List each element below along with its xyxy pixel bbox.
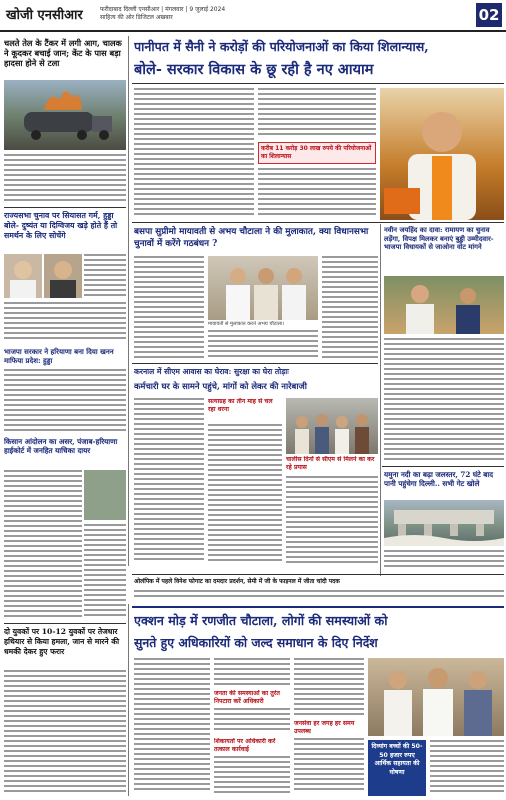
mayawati-meeting-photo	[208, 256, 318, 320]
kisan-headline: किसान आंदोलन का असर, पंजाब-हरियाणा हाईकोर्ट में जनहित याचिका दायर	[4, 437, 118, 455]
yamuna-headline: यमुना नदी का बढ़ा जलस्तर, 72 घंटे बाद पानी पहुंचेगा दिल्ली.. सभी गेट खोले	[384, 470, 494, 488]
kisan-body-cont	[84, 524, 126, 620]
top-story-headline-2: बोले- सरकार विकास के छू रही है नए आयाम	[134, 61, 374, 78]
tanker-fire-body	[4, 154, 126, 204]
yamuna-body	[384, 550, 504, 570]
masthead-tagline: साहित्य की ओर डिजिटल अखबार	[100, 14, 173, 21]
kisan-body	[4, 470, 82, 620]
tanker-fire-headline: चलते तेल के टैंकर में लगी आग, चालक ने कूदकर बचाई जान; केंट के पास बड़ा हादसा होने से टला	[4, 38, 122, 68]
hooda-mining-body	[4, 369, 126, 435]
rajyasabha-body	[84, 254, 126, 300]
meeting-illustration	[208, 256, 318, 320]
ranjit-body-col1	[134, 658, 210, 796]
ranjit-subhead-3: जनसेवा हर जगह हर समय उपलब्ध	[294, 720, 355, 735]
ranjit-headline-2: सुनते हुए अधिकारियों को जल्द समाधान के दिए निर्देश	[134, 635, 378, 650]
cm-portrait-illustration	[380, 88, 504, 220]
ranjit-subhead-1: जनता की समस्याओं का तुरंत निपटारा करें अधिकारी	[214, 690, 280, 705]
tanker-illustration	[4, 80, 126, 150]
mayawati-body-col1	[134, 256, 204, 360]
karnal-subhead-1: सत्याग्रह का तीन माह से चल रहा धरना	[208, 398, 273, 413]
section-divider	[132, 363, 378, 364]
top-story-headline-1: पानीपत में सैनी ने करोड़ों की परियोजनाओं का किया शिलान्यास,	[134, 39, 429, 54]
top-story-body-col1	[134, 88, 254, 218]
tanker-fire-photo	[4, 80, 126, 150]
olympic-headline: ओलंपिक में पहले विनेश फोगाट का दमदार प्रदर्शन, सेमी में जी के फाइनल में जीता चांदी पदक	[134, 578, 340, 585]
ranjit-body-col2b	[214, 708, 290, 736]
ranjit-body-col4	[430, 740, 504, 796]
section-divider	[4, 207, 126, 208]
hooda-photo	[4, 254, 42, 298]
section-divider	[382, 466, 504, 467]
top-story-pull-quote: करीब 11 करोड़ 30 लाख रुपये की परियोजनाओं का शिलान्यास	[258, 142, 376, 164]
ranjit-chautala-photo	[368, 658, 504, 736]
attack-body	[4, 670, 126, 796]
karnal-body-col1	[134, 398, 204, 566]
naveen-body	[384, 338, 504, 462]
column-divider	[128, 36, 129, 566]
section-divider	[132, 606, 504, 608]
karnal-protest-photo	[286, 398, 378, 454]
portrait-illustration	[44, 254, 82, 298]
cm-saini-photo	[380, 88, 504, 220]
ranjit-body-col2c	[214, 756, 290, 796]
speaker-illustration	[384, 276, 504, 334]
masthead-meta	[100, 6, 225, 22]
section-divider	[4, 623, 126, 624]
hooda-mining-headline: भाजपा सरकार ने हरियाणा बना दिया खनन माफिया प्रदेश: हुड्डा	[4, 347, 114, 365]
masthead-date-line: फरीदाबाद दिल्ली एनसीआर | मंगलवार | 9 जुलाई 2024	[100, 6, 226, 13]
karnal-headline-1: करनाल में सीएम आवास का घेराव: सुरक्षा का घेरा तोड़ाः	[134, 367, 289, 376]
karnal-body-col3	[286, 476, 378, 566]
ranjit-body-col3b	[294, 738, 364, 796]
top-story-body-col2	[258, 88, 376, 140]
rajyasabha-body-cont	[4, 302, 126, 346]
mayawati-photo-caption: मायावती से मुलाकात करते अभय चौटाला।	[208, 321, 285, 327]
officials-meeting-illustration	[368, 658, 504, 736]
mayawati-body-col3	[322, 256, 378, 360]
top-story-body-col2b	[258, 168, 376, 220]
olympic-body	[134, 590, 504, 604]
karnal-headline-2: कर्मचारी घर के सामने पहुंचे, मांगों को लेकर की नारेबाजी	[134, 381, 307, 391]
mayawati-headline: बसपा सुप्रीमो मायावती से अभय चौटाला ने की मुलाकात, क्या विधानसभा चुनावों में करेंगे गठबंधन ?	[134, 227, 369, 249]
portrait-illustration	[4, 254, 42, 298]
column-divider	[128, 604, 129, 796]
column-divider	[380, 224, 381, 576]
section-divider	[132, 222, 504, 223]
karnal-body-col2	[208, 424, 282, 566]
naveen-headline: नवीन जयहिंद का दावा: रामायण का चुनाव लड़ेंगा, विपक्ष मिलकर बनाएं बुड्ढी उम्मीदवार- भाजपा विधायकों से जाओना वोट मांगने	[384, 226, 494, 252]
ranjit-side-box: दिव्यांग बच्चों की 50-50 हजार रुपए आर्थिक सहायता की घोषणा	[368, 740, 426, 796]
ranjit-headline-1: एक्शन मोड़ में रणजीत चौटाला, लोगों की समस्याओं को	[134, 613, 388, 628]
section-divider	[132, 83, 504, 84]
attack-headline: दो युवकों पर 10-12 युवकों पर तेजधार हथियार से किया हमला, जान से मारने की धमकी देकर हुए फरार	[4, 627, 120, 656]
masthead	[0, 0, 506, 32]
rajyasabha-headline: राज्यसभा चुनाव पर सियासत गर्म, हुड्डा बोले- दुष्यंत या दिग्विजय खड़े होते हैं तो समर्थन के लिए सोचेंगे	[4, 211, 118, 240]
dam-illustration	[384, 500, 504, 546]
yamuna-river-photo	[384, 500, 504, 546]
crowd-illustration	[286, 398, 378, 454]
ranjit-subhead-2: शिकायतों पर अधिकारी करें तत्काल कार्रवाई	[214, 738, 276, 753]
mayawati-body-col2	[208, 330, 318, 360]
ranjit-body-col3	[294, 658, 364, 718]
page-number: 02	[476, 3, 502, 27]
ranjit-body-col2	[214, 658, 290, 688]
dushyant-photo	[44, 254, 82, 298]
newspaper-name: खोजी एनसीआर	[6, 8, 83, 23]
naveen-photo	[384, 276, 504, 334]
karnal-subhead-2: चालीस दिनों से सीएम से मिलने का कर रहे प्रयास	[286, 456, 375, 471]
protest-photo	[84, 470, 126, 520]
section-divider	[132, 574, 504, 575]
